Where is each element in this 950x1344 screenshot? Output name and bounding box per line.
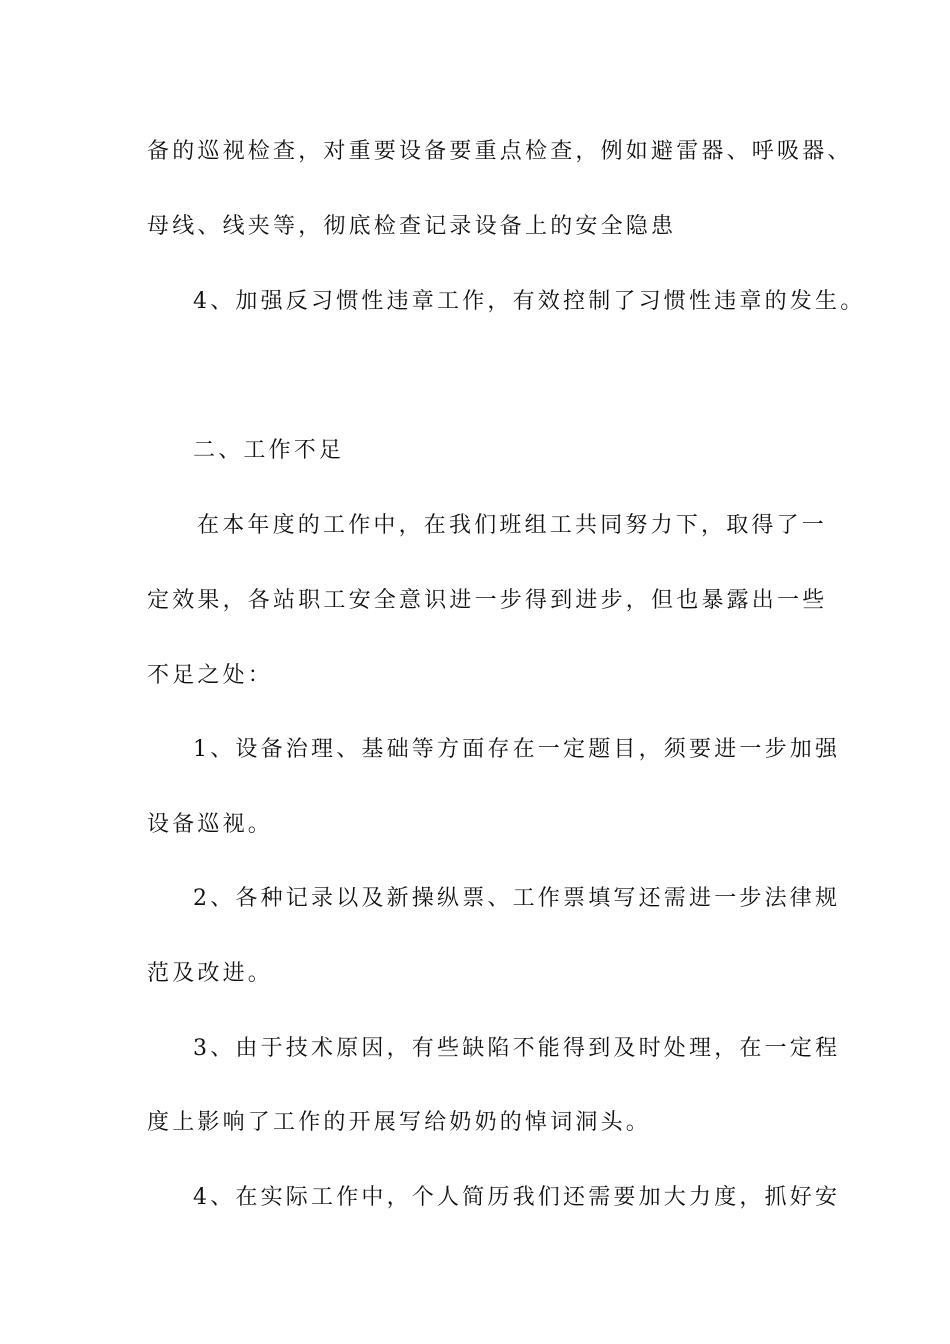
list-item-4: 4、在实际工作中，个人简历我们还需要加大力度，抓好安 — [193, 1185, 841, 1210]
list-item-2-continued: 范及改进。 — [147, 961, 274, 986]
list-item-2: 2、各种记录以及新操纵票、工作票填写还需进一步法律规 — [193, 886, 841, 911]
paragraph-line: 不足之处： — [147, 663, 274, 688]
paragraph-line: 定效果，各站职工安全意识进一步得到进步，但也暴露出一些 — [147, 588, 828, 613]
text-line: 备的巡视检查，对重要设备要重点检查，例如避雷器、呼吸器、 — [147, 139, 853, 164]
list-item-3: 3、由于技术原因，有些缺陷不能得到及时处理，在一定程 — [193, 1036, 841, 1061]
list-item-4-reduce-violations: 4、加强反习惯性违章工作，有效控制了习惯性违章的发生。 — [193, 289, 866, 314]
list-item-1-continued: 设备巡视。 — [147, 812, 274, 837]
list-item-3-continued: 度上影响了工作的开展写给奶奶的悼词洞头。 — [147, 1110, 652, 1135]
text-line: 母线、线夹等，彻底检查记录设备上的安全隐患 — [147, 214, 677, 239]
paragraph-line: 在本年度的工作中，在我们班组工共同努力下，取得了一 — [197, 513, 828, 538]
section-heading-work-shortcomings: 二、工作不足 — [193, 438, 345, 463]
list-item-1: 1、设备治理、基础等方面存在一定题目，须要进一步加强 — [193, 737, 841, 762]
